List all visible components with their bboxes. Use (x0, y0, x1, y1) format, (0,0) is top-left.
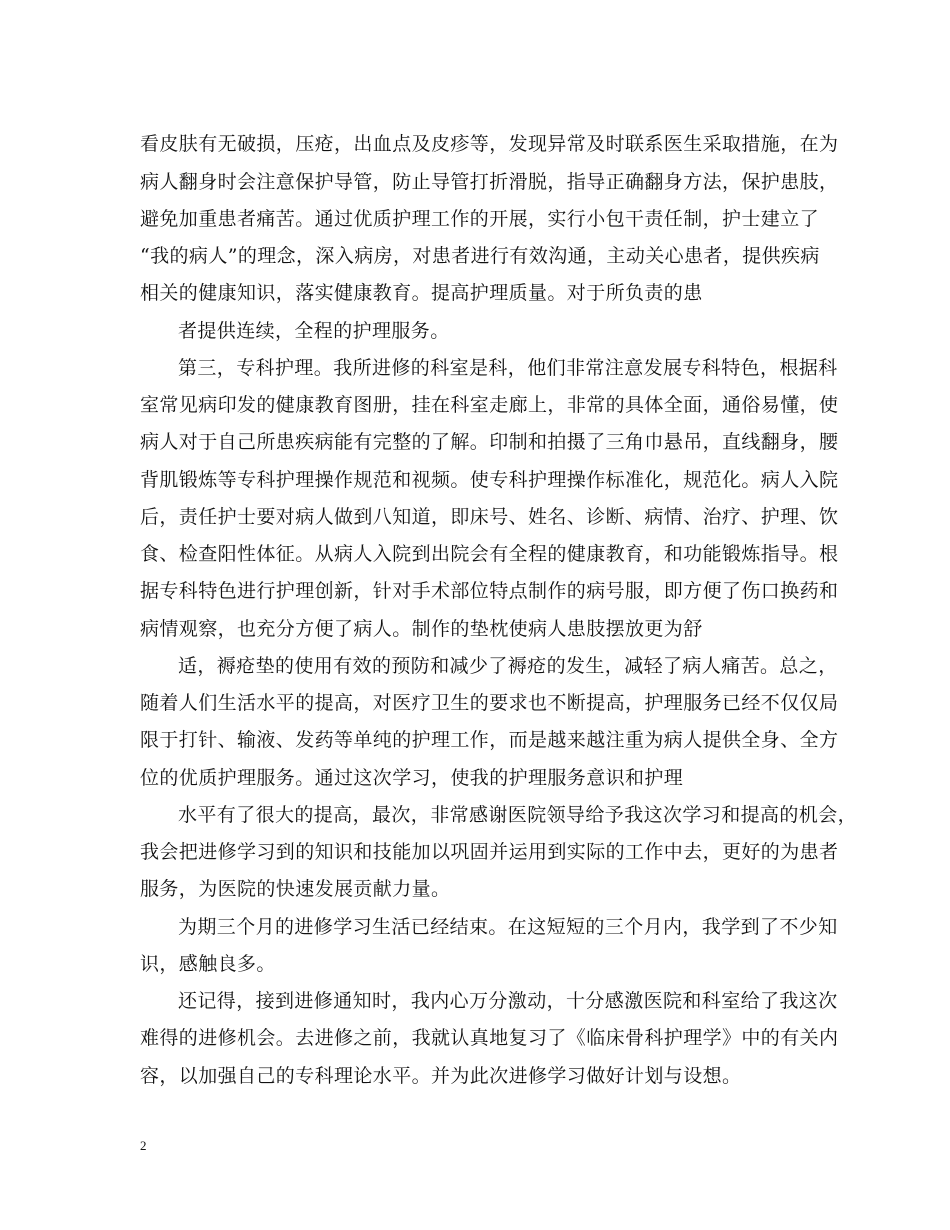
text-line: 病情观察，也充分方便了病人。制作的垫枕使病人患肢摆放更为舒 (140, 618, 703, 640)
text-line: 第三，专科护理。我所进修的科室是科，他们非常注意发展专科特色，根据科 (178, 357, 838, 379)
text-line: 识，感触良多。 (140, 953, 276, 975)
text-line: 适，褥疮垫的使用有效的预防和减少了褥疮的发生，减轻了病人痛苦。总之， (178, 655, 838, 677)
text-line: 病人翻身时会注意保护导管，防止导管打折滑脱，指导正确翻身方法，保护患肢， (140, 171, 839, 193)
text-line: 病人对于自己所患疾病能有完整的了解。印制和拍摄了三角巾悬吊，直线翻身，腰 (140, 431, 839, 453)
text-line: 据专科特色进行护理创新，针对手术部位特点制作的病号服，即方便了伤口换药和 (140, 580, 839, 602)
page-number: 2 (140, 1138, 147, 1153)
text-line: “我的病人”的理念，深入病房，对患者进行有效沟通，主动关心患者，提供疾病 (140, 245, 820, 267)
text-line: 看皮肤有无破损，压疮，出血点及皮疹等，发现异常及时联系医生采取措施，在为 (140, 133, 839, 155)
text-line: 后，责任护士要对病人做到八知道，即床号、姓名、诊断、病情、治疗、护理、饮 (140, 506, 839, 528)
text-line: 随着人们生活水平的提高，对医疗卫生的要求也不断提高，护理服务已经不仅仅局 (140, 692, 839, 714)
text-line: 食、检查阳性体征。从病人入院到出院会有全程的健康教育，和功能锻炼指导。根 (140, 543, 839, 565)
text-line: 容，以加强自己的专科理论水平。并为此次进修学习做好计划与设想。 (140, 1065, 742, 1087)
text-line: 限于打针、输液、发药等单纯的护理工作，而是越来越注重为病人提供全身、全方 (140, 729, 839, 751)
text-line: 还记得，接到进修通知时，我内心万分激动，十分感激医院和科室给了我这次 (178, 990, 838, 1012)
text-line: 水平有了很大的提高，最次，非常感谢医院领导给予我这次学习和提高的机会， (178, 804, 858, 826)
text-line: 难得的进修机会。去进修之前，我就认真地复习了《临床骨科护理学》中的有关内 (140, 1027, 839, 1049)
text-line: 我会把进修学习到的知识和技能加以巩固并运用到实际的工作中去，更好的为患者 (140, 841, 839, 863)
text-line: 位的优质护理服务。通过这次学习，使我的护理服务意识和护理 (140, 767, 684, 789)
text-line: 为期三个月的进修学习生活已经结束。在这短短的三个月内，我学到了不少知 (178, 916, 838, 938)
text-line: 服务，为医院的快速发展贡献力量。 (140, 878, 451, 900)
text-line: 相关的健康知识，落实健康教育。提高护理质量。对于所负责的患 (140, 282, 703, 304)
text-line: 者提供连续，全程的护理服务。 (178, 320, 450, 342)
text-line: 避免加重患者痛苦。通过优质护理工作的开展，实行小包干责任制，护士建立了 (140, 208, 820, 230)
text-line: 室常见病印发的健康教育图册，挂在科室走廊上，非常的具体全面，通俗易懂，使 (140, 394, 839, 416)
text-line: 背肌锻炼等专科护理操作规范和视频。使专科护理操作标准化，规范化。病人入院 (140, 469, 839, 491)
